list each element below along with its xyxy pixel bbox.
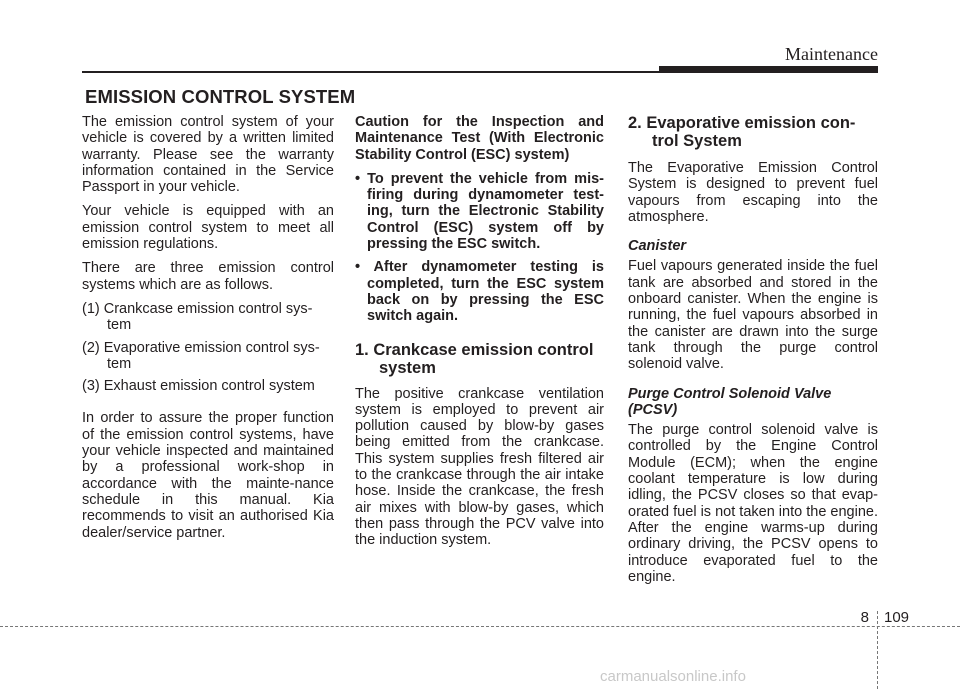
section-header: Maintenance: [785, 44, 878, 64]
crankcase-heading-line2: system: [379, 358, 436, 377]
column-1: [82, 114, 334, 549]
list-item: (3) Exhaust emission control system: [82, 378, 315, 395]
column-2: [355, 114, 604, 557]
pcsv-heading: Purge Control Solenoid Valve (PCSV): [628, 385, 832, 418]
list-item: (1) Crankcase emission control sys-tem: [82, 300, 313, 334]
crankcase-heading-line1: 1. Crankcase emission control: [355, 340, 594, 359]
header-rule-accent: [659, 66, 878, 73]
caution-bullet: • To prevent the vehicle from mis-firing during dynamometer test-ing, turn the Electronic Stability Control (ESC) system off by pressing the ESC switch.: [355, 170, 604, 253]
evaporative-heading-line1: 2. Evaporative emission con-: [628, 114, 856, 132]
footer-divider: [877, 611, 878, 689]
canister-paragraph: Fuel vapours generated inside the fuel tank are absorbed and stored in the onboard canister. When the engine is running, the fuel vapours absorbed in the canister are drawn into the surge tank through the purge control solenoid valve.: [628, 258, 878, 373]
footer-rule: [0, 626, 960, 627]
crankcase-heading: [355, 341, 604, 377]
systems-paragraph: There are three emission control systems which are as follows.: [82, 260, 334, 293]
crankcase-paragraph: The positive crankcase ventilation system is employed to prevent air pollution caused by blow-by gases being emitted from the crankcase. This system supplies fresh filtered air to the crankcase through the air intake hose. Inside the crankcase, the fresh air mixes with blow-by gases, which then pass through the PCV valve into the induction system.: [355, 385, 604, 549]
evaporative-heading-line2: trol System: [652, 132, 742, 150]
watermark: carmanualsonline.info: [600, 668, 746, 685]
equipment-paragraph: Your vehicle is equipped with an emission control system to meet all emission regulations.: [82, 203, 334, 253]
evaporative-heading: [628, 114, 878, 150]
pcsv-paragraph: The purge control solenoid valve is controlled by the Engine Control Module (ECM); when the engine coolant temperature is low during idling, the PCSV closes so that evap-orated fuel is not taken into the engine. After the engine warms-up during ordinary driving, the PCSV opens to introduce evaporated fuel to the engine.: [628, 422, 878, 585]
header-rule: [82, 71, 662, 73]
column-3: [628, 114, 878, 593]
caution-bullet: • After dynamometer testing is completed, turn the ESC system back on by pressing the ESC switch again.: [355, 259, 604, 325]
chapter-number: 8: [860, 609, 869, 626]
canister-heading: Canister: [628, 238, 687, 255]
systems-list: [82, 301, 334, 394]
list-item: (2) Evaporative emission control sys-tem: [82, 339, 320, 372]
page-number: 109: [884, 609, 910, 626]
intro-paragraph: The emission control system of your vehicle is covered by a written limited warranty. Please see the warranty information contained in the Service Passport in your vehicle.: [82, 114, 334, 196]
caution-title: Caution for the Inspection and Maintenance Test (With Electronic Stability Control (ESC) system): [355, 114, 604, 163]
page-title: EMISSION CONTROL SYSTEM: [85, 86, 356, 107]
evaporative-paragraph: The Evaporative Emission Control System is designed to prevent fuel vapours from escaping into the atmosphere.: [628, 160, 878, 225]
maintenance-paragraph: In order to assure the proper function of the emission control systems, have your vehicle inspected and maintained by a professional work-shop in accordance with the mainte-nance schedule in this manual. Kia recommends to visit an authorised Kia dealer/service partner.: [82, 410, 334, 541]
